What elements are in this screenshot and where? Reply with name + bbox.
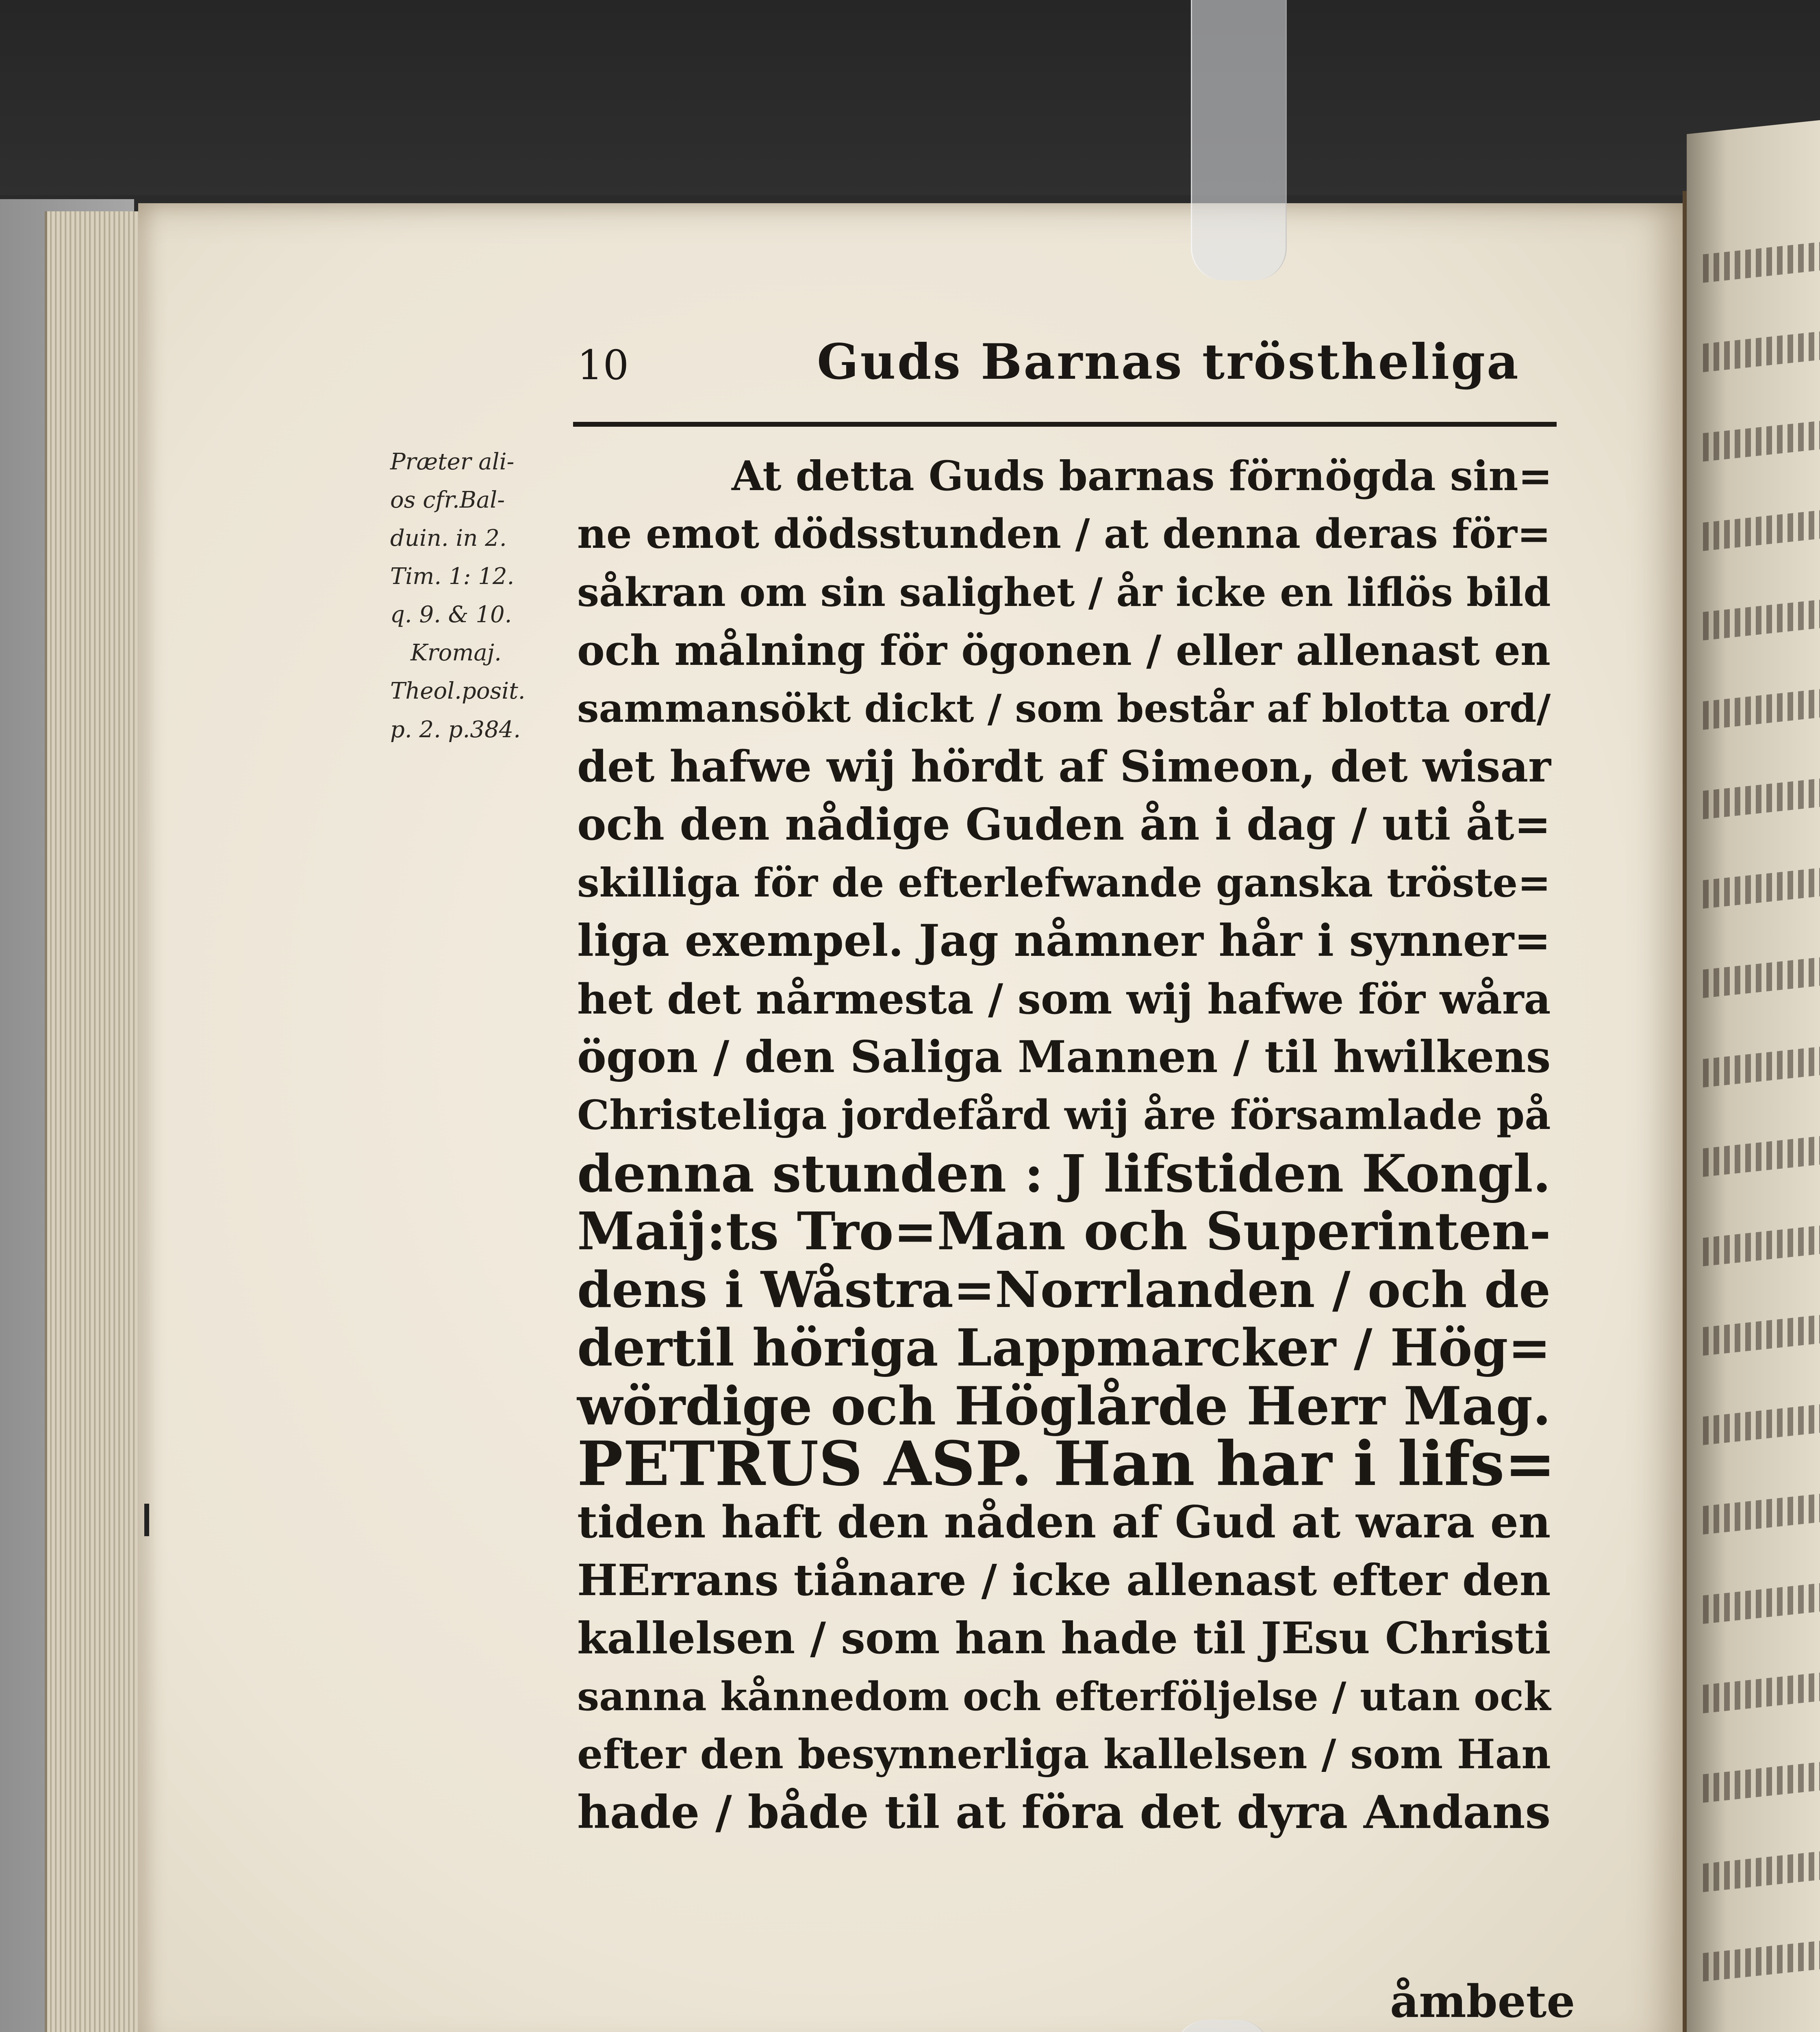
running-head-title: Guds Barnas tröstheliga <box>817 333 1520 391</box>
text-line: kallelsen / som han hade til JEsu Christi <box>577 1613 1551 1664</box>
page-number: 10 <box>577 341 629 389</box>
text-line: och målning för ögonen / eller allenast en <box>577 626 1551 675</box>
text-line: At detta Guds barnas förnögda sin= <box>732 452 1553 500</box>
text-line: denna stunden : J lifstiden Kongl. <box>577 1143 1551 1204</box>
text-line: och den nådige Guden ån i dag / uti åt= <box>577 799 1551 850</box>
text-line: ögon / den Saliga Mannen / til hwilkens <box>577 1031 1551 1083</box>
body-text <box>577 447 1561 1842</box>
margin-line: duin. in 2. <box>390 525 507 552</box>
text-line: tiden haft den nåden af Gud at wara en <box>577 1496 1551 1548</box>
margin-line: p. 2. p.384. <box>390 716 521 743</box>
header-rule <box>573 422 1557 427</box>
text-line: PETRUS ASP. Han har i lifs= <box>577 1428 1556 1500</box>
text-line: HErrans tiånare / icke allenast efter den <box>577 1555 1551 1605</box>
page-edges <box>45 211 153 2032</box>
catchword: åmbete <box>1390 1975 1575 2028</box>
text-line: såkran om sin salighet / år icke en liflös bild <box>577 569 1551 615</box>
text-line: Maij:ts Tro=Man och Superinten- <box>577 1201 1551 1262</box>
margin-line: os cfr.Bal- <box>390 487 505 514</box>
margin-line: q. 9. & 10. <box>390 601 512 628</box>
text-line: det hafwe wij hördt af Simeon, det wisar <box>577 741 1551 792</box>
text-line: sammansökt dickt / som består af blotta ord/ <box>577 686 1551 731</box>
running-head <box>577 333 1520 394</box>
margin-line: Præter ali- <box>390 449 515 475</box>
text-line: het det nårmesta / som wij hafwe för wåra <box>577 975 1551 1023</box>
margin-line: Theol.posit. <box>390 678 526 705</box>
text-line: efter den besynnerliga kallelsen / som Han <box>577 1731 1551 1778</box>
text-line: liga exempel. Jag nåmner hår i synner= <box>577 915 1551 966</box>
text-line: hade / både til at föra det dyra Andans <box>577 1786 1551 1839</box>
margin-line: Tim. 1: 12. <box>390 563 515 590</box>
facing-page <box>1687 120 1820 2032</box>
page-holder-clip-top <box>1191 0 1287 280</box>
text-line: wördige och Höglårde Herr Mag. <box>577 1375 1551 1437</box>
text-line: skilliga för de efterlefwande ganska tröste= <box>577 860 1551 906</box>
ink-speck <box>144 1504 149 1536</box>
margin-line: Kromaj. <box>410 640 502 666</box>
marginal-reference <box>390 443 581 749</box>
text-line: ne emot dödsstunden / at denna deras för= <box>577 510 1551 558</box>
scan-background-top <box>0 0 1820 195</box>
text-line: dens i Wåstra=Norrlanden / och de <box>577 1260 1551 1319</box>
text-line: Christeliga jordefård wij åre församlade på <box>577 1092 1551 1139</box>
text-line: dertil höriga Lappmarcker / Hög= <box>577 1318 1551 1378</box>
text-line: sanna kånnedom och efterföljelse / utan ock <box>577 1674 1551 1719</box>
